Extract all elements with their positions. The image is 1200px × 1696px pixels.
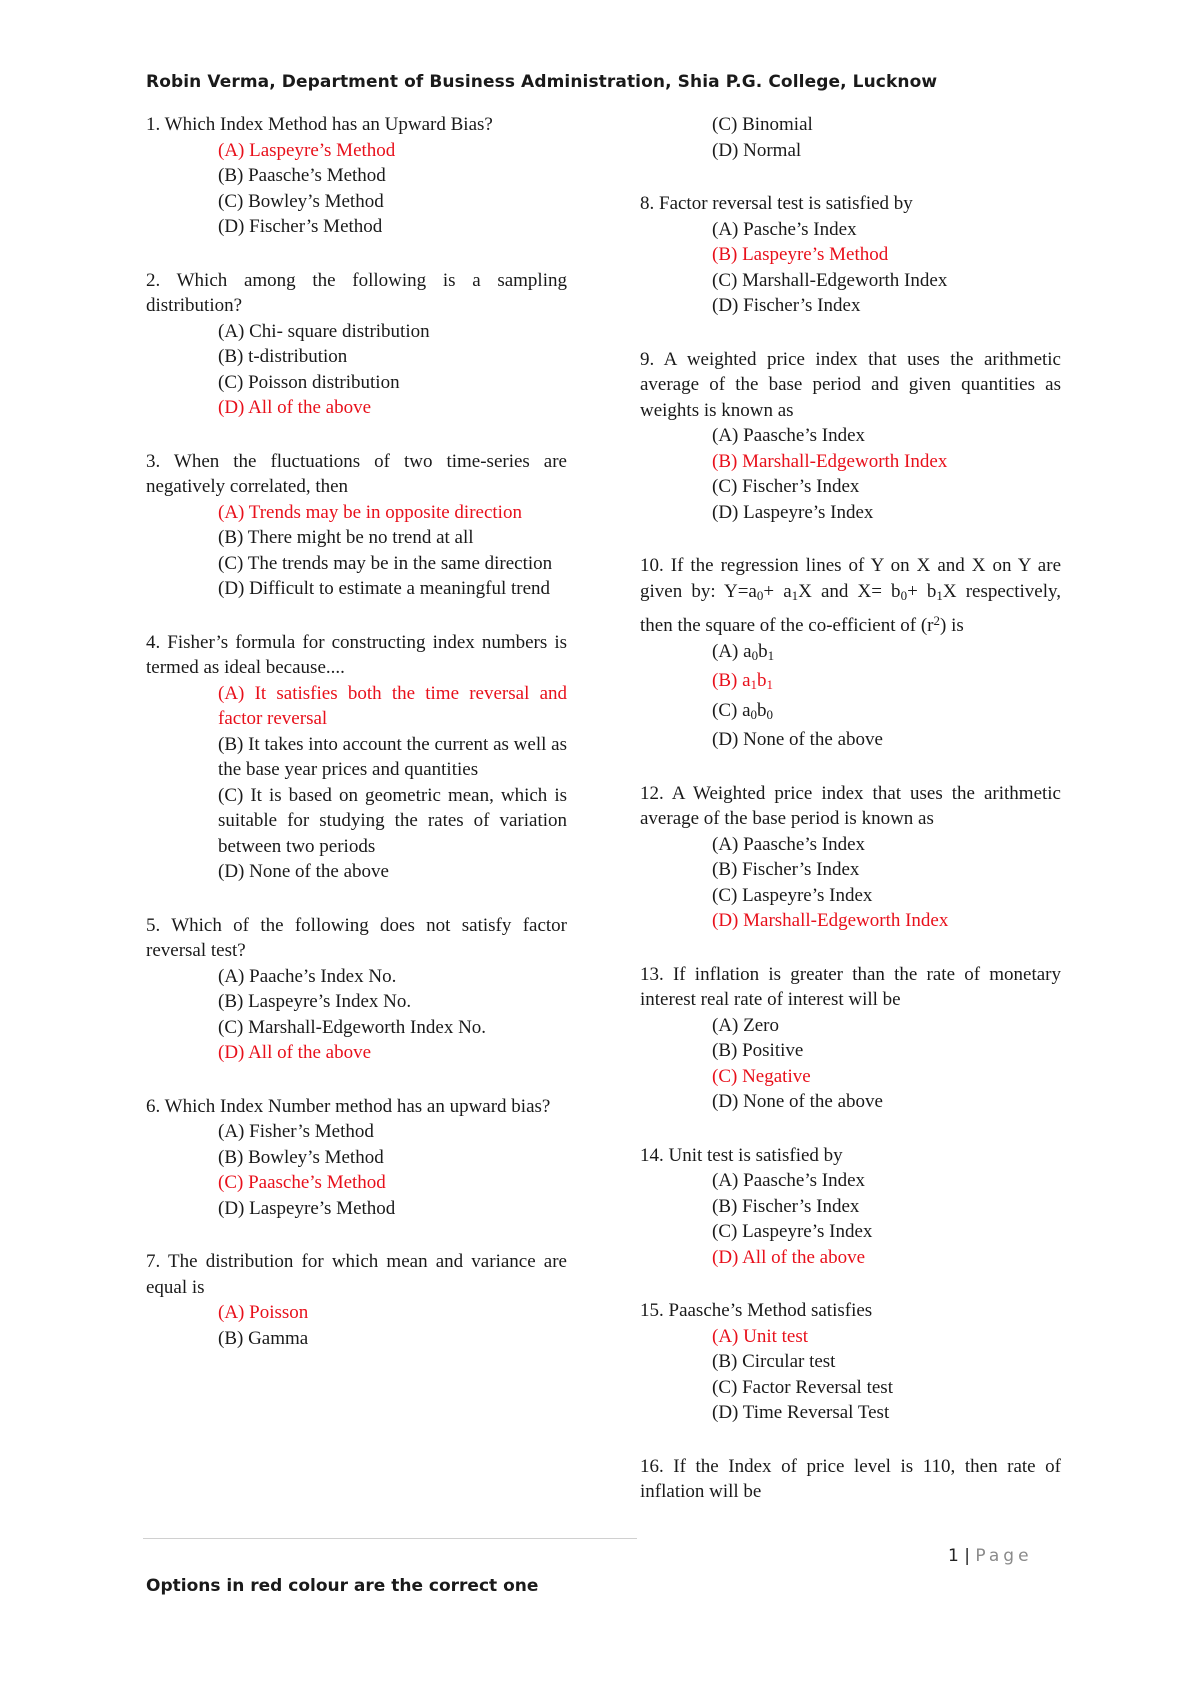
option-b-correct: (B) $a_1b_1$ (712, 670, 774, 692)
option-d: (D) Normal (712, 139, 802, 161)
option-a-correct: (A) Poisson (218, 1302, 309, 1323)
question-8 (640, 191, 1061, 319)
option-b: (B) Positive (712, 1040, 804, 1061)
question-stem: 16. If the Index of price level is 110, then rate of inflation will be (640, 1455, 1061, 1502)
option-b: (B) Circular test (712, 1351, 836, 1372)
question-stem: 13. If inflation is greater than the rate of monetary interest real rate of interest will be (640, 963, 1061, 1010)
question-stem: 4. Fisher’s formula for constructing index numbers is termed as ideal because.... (146, 631, 567, 678)
option-c: (C) Marshall-Edgeworth Index (712, 269, 948, 291)
option-a: (A) Fisher’s Method (218, 1121, 374, 1142)
question-7-continued (640, 112, 1061, 163)
question-16 (640, 1454, 1061, 1505)
option-d-correct: (D) All of the above (218, 397, 372, 418)
question-9 (640, 347, 1061, 526)
question-stem: 8. Factor reversal test is satisfied by (640, 193, 913, 214)
option-d: (D) None of the above (218, 861, 389, 882)
option-a: (A) Paache’s Index No. (218, 965, 397, 987)
option-b: (B) t-distribution (218, 346, 348, 367)
page-number: 1 | Page (948, 1546, 1033, 1566)
page-header: Robin Verma, Department of Business Administration, Shia P.G. College, Lucknow (146, 72, 938, 92)
option-b: (B) Laspeyre’s Index No. (218, 991, 412, 1012)
option-a: (A) $a_0b_1$ (712, 640, 775, 663)
option-a-correct: (A) Trends may be in opposite direction (218, 501, 522, 523)
option-a: (A) Zero (712, 1014, 779, 1036)
option-c: (C) It is based on geometric mean, which is suitable for studying the rates of variation between two periods (218, 784, 567, 857)
option-d: (D) Laspeyre’s Index (712, 501, 874, 523)
option-b-correct: (B) Laspeyre’s Method (712, 244, 889, 265)
question-stem: 3. When the fluctuations of two time-series are negatively correlated, then (146, 450, 567, 497)
option-a-correct: (A) It satisfies both the time reversal and factor reversal (218, 682, 567, 729)
option-a: (A) Paasche’s Index (712, 425, 866, 446)
option-a: (A) Paasche’s Index (712, 833, 866, 855)
question-stem: 5. Which of the following does not satisfy factor reversal test? (146, 914, 567, 961)
question-stem: 1. Which Index Method has an Upward Bias? (146, 114, 493, 135)
question-10 (640, 553, 1061, 753)
option-c: (C) The trends may be in the same direction (218, 552, 553, 574)
option-c: (C) Factor Reversal test (712, 1376, 893, 1398)
question-stem: 10. If the regression lines of Y on X and X on Y are given by: $Y=a_0+ a_1X$ and $X= b_0+ b_1X$ respectively, then the square of the co-efficient of $(r^2)$ is (640, 555, 1062, 636)
question-3 (146, 449, 567, 602)
option-b-correct: (B) Marshall-Edgeworth Index (712, 450, 948, 472)
option-c: (C) Binomial (712, 114, 813, 135)
option-d: (D) None of the above (712, 729, 883, 750)
question-6 (146, 1094, 567, 1222)
option-a-correct: (A) Laspeyre’s Method (218, 139, 396, 161)
option-c: (C) Marshall-Edgeworth Index No. (218, 1016, 487, 1038)
option-c: (C) Poisson distribution (218, 371, 400, 393)
question-7 (146, 1249, 567, 1351)
question-4 (146, 630, 567, 885)
question-12 (640, 781, 1061, 934)
question-stem: 2. Which among the following is a sampling distribution? (146, 269, 567, 316)
option-b: (B) There might be no trend at all (218, 527, 474, 548)
option-d: (D) Difficult to estimate a meaningful trend (218, 578, 551, 599)
question-1 (146, 112, 567, 240)
option-d: (D) Fischer’s Index (712, 295, 861, 316)
question-5 (146, 913, 567, 1066)
question-stem: 7. The distribution for which mean and variance are equal is (146, 1251, 567, 1298)
option-c-correct: (C) Paasche’s Method (218, 1172, 386, 1193)
option-c-correct: (C) Negative (712, 1065, 811, 1087)
option-a: (A) Chi- square distribution (218, 320, 430, 342)
question-2 (146, 268, 567, 421)
option-d-correct: (D) Marshall-Edgeworth Index (712, 910, 949, 931)
option-b: (B) It takes into account the current as well as the base year prices and quantities (218, 733, 567, 780)
option-a: (A) Paasche’s Index (712, 1170, 866, 1191)
option-b: (B) Gamma (218, 1327, 309, 1349)
left-column (146, 112, 567, 1379)
option-c: (C) Bowley’s Method (218, 190, 384, 212)
option-d-correct: (D) All of the above (218, 1042, 372, 1063)
option-c: (C) Laspeyre’s Index (712, 884, 873, 906)
question-stem: 14. Unit test is satisfied by (640, 1144, 843, 1166)
option-d: (D) None of the above (712, 1091, 883, 1112)
option-d: (D) Time Reversal Test (712, 1402, 890, 1423)
question-14 (640, 1143, 1061, 1271)
option-a-correct: (A) Unit test (712, 1325, 809, 1347)
option-b: (B) Fischer’s Index (712, 859, 860, 880)
question-stem: 9. A weighted price index that uses the arithmetic average of the base period and given quantities as weights is known as (640, 348, 1061, 421)
option-d: (D) Fischer’s Method (218, 216, 383, 237)
option-a: (A) Pasche’s Index (712, 218, 857, 240)
footnote-divider (143, 1538, 637, 1539)
right-column (640, 112, 1061, 1533)
option-b: (B) Bowley’s Method (218, 1146, 384, 1168)
option-d: (D) Laspeyre’s Method (218, 1197, 396, 1219)
option-d-correct: (D) All of the above (712, 1246, 866, 1268)
question-stem: 15. Paasche’s Method satisfies (640, 1300, 873, 1321)
option-b: (B) Paasche’s Method (218, 165, 386, 186)
option-b: (B) Fischer’s Index (712, 1195, 860, 1217)
question-13 (640, 962, 1061, 1115)
option-c: (C) Fischer’s Index (712, 476, 860, 497)
option-c: (C) Laspeyre’s Index (712, 1221, 873, 1242)
option-c: (C) $a_0b_0$ (712, 699, 774, 722)
question-stem: 6. Which Index Number method has an upward bias? (146, 1095, 551, 1117)
footer-note: Options in red colour are the correct one (146, 1576, 539, 1596)
question-stem: 12. A Weighted price index that uses the arithmetic average of the base period is known as (640, 782, 1061, 829)
question-15 (640, 1298, 1061, 1426)
